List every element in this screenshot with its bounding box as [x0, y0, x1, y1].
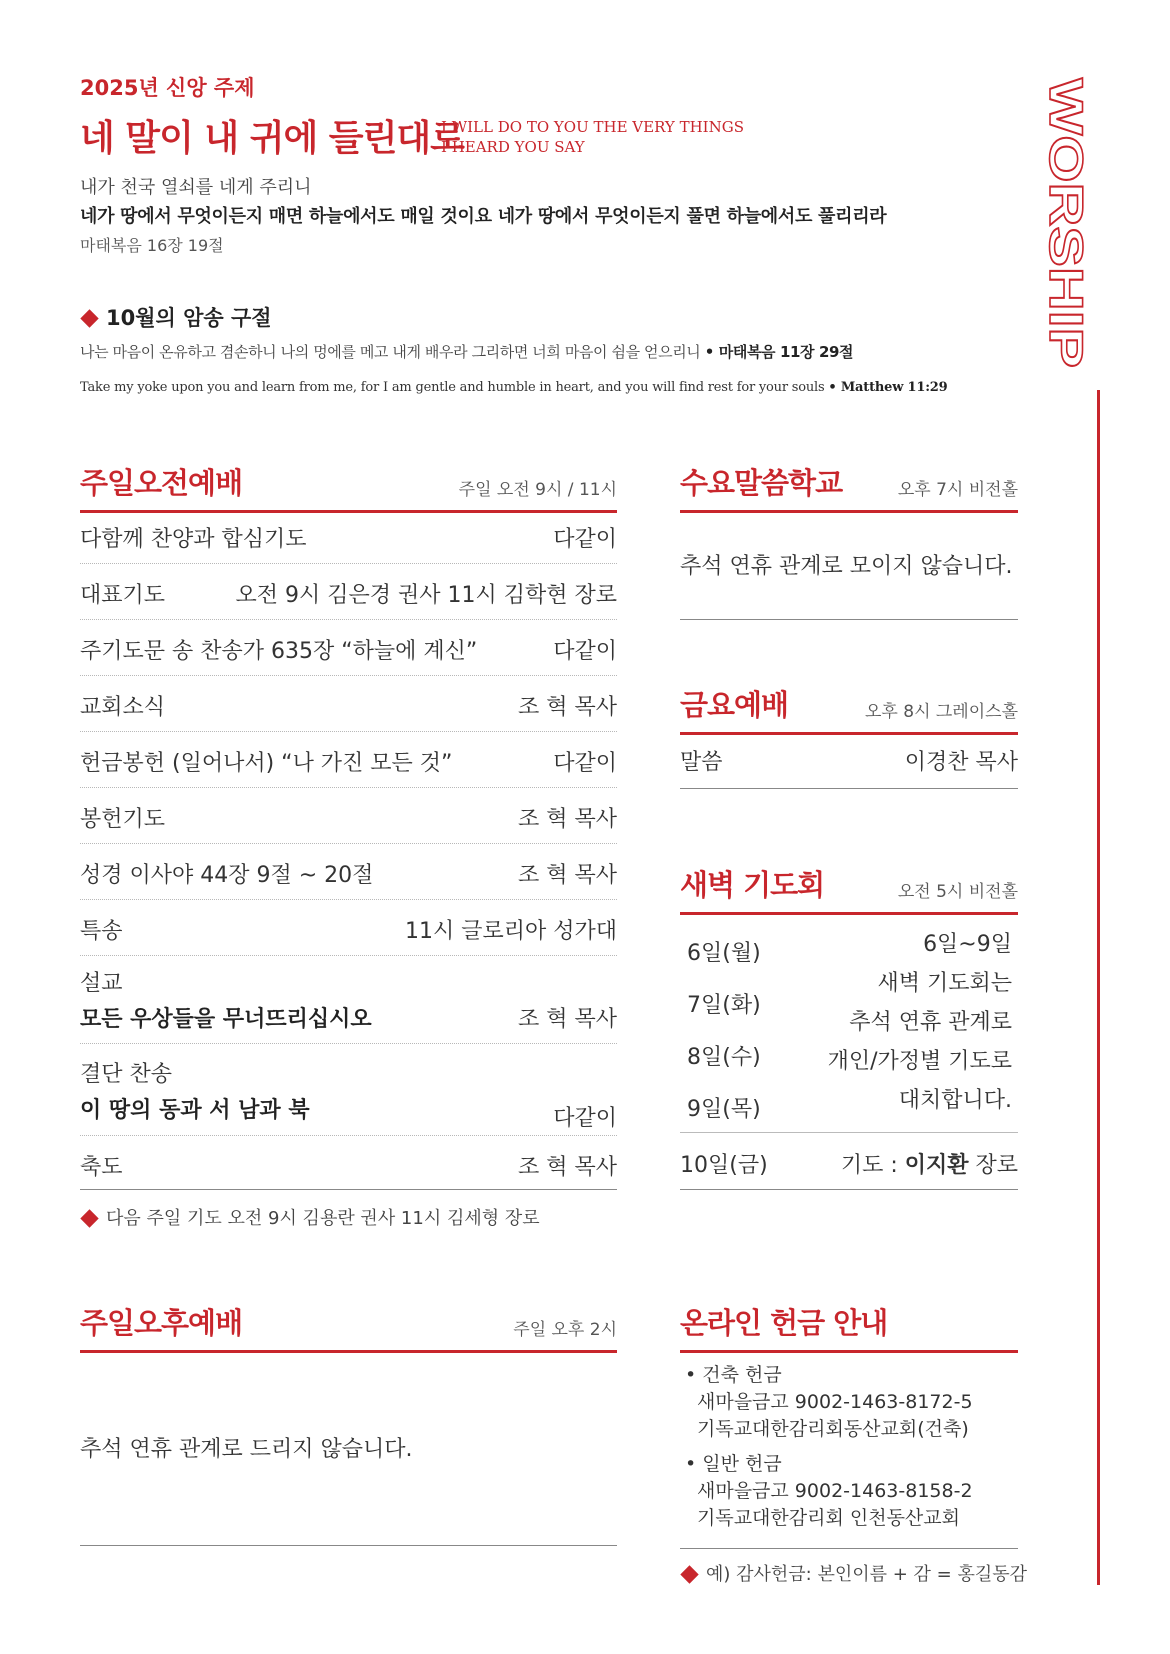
dawn-day: 6일(월)	[687, 941, 761, 966]
sunday-morning-time: 주일 오전 9시 / 11시	[458, 480, 617, 500]
order-row	[80, 793, 617, 844]
online-giving-header	[680, 1295, 1018, 1353]
dawn-prayer-time: 오전 5시 비전홀	[897, 882, 1018, 902]
dawn-notice	[780, 925, 1012, 1120]
order-item: 성경 이사야 44장 9절 ~ 20절	[80, 863, 374, 888]
wednesday-notice: 추석 연휴 관계로 모이지 않습니다.	[680, 554, 1013, 579]
order-item: 결단 찬송	[80, 1062, 173, 1087]
worship-side-text: WORSHIP	[1040, 78, 1093, 303]
theme-english-line-2: I HEARD YOU SAY	[441, 138, 585, 156]
side-divider-line	[1097, 390, 1100, 1585]
memory-heading-text: 10월의 암송 구절	[106, 306, 272, 330]
dawn-day: 7일(화)	[687, 993, 761, 1018]
sunday-afternoon-title: 주일오후예배	[80, 1306, 243, 1340]
memory-korean-reference: • 마태복음 11장 29절	[704, 343, 854, 361]
wednesday-time: 오후 7시 비전홀	[897, 480, 1018, 500]
order-row	[80, 737, 617, 788]
sunday-afternoon-header	[80, 1295, 617, 1353]
dawn-notice-line: 6일~9일	[923, 932, 1012, 957]
offering-name-example	[680, 1560, 1027, 1586]
friday-header	[680, 677, 1018, 735]
friday-time: 오후 8시 그레이스홀	[865, 702, 1018, 722]
next-week-prayer-note	[80, 1204, 540, 1230]
wednesday-header	[680, 455, 1018, 513]
dawn-notice-line: 개인/가정별 기도로	[827, 1049, 1012, 1074]
order-row-sermon	[80, 961, 617, 1044]
order-leader: 다같이	[553, 751, 617, 776]
general-offering-info	[685, 1451, 973, 1532]
general-offering-account: 새마을금고 9002-1463-8158-2	[697, 1480, 973, 1502]
order-item: 축도	[80, 1155, 123, 1180]
friday-divider	[680, 788, 1018, 789]
theme-verse-line-2: 네가 땅에서 무엇이든지 매면 하늘에서도 매일 것이요 네가 땅에서 무엇이든지 풀면 하늘에서도 풀리리라	[80, 206, 887, 227]
order-row	[80, 569, 617, 620]
theme-english-line-1: I WILL DO TO YOU THE VERY THINGS	[441, 118, 744, 136]
order-row	[80, 513, 617, 564]
year-theme-label: 2025년 신앙 주제	[80, 76, 255, 100]
dawn-last-day: 10일(금)	[680, 1153, 768, 1178]
next-week-note-text: 다음 주일 기도 오전 9시 김용란 권사 11시 김세형 장로	[106, 1208, 540, 1229]
order-leader: 조 혁 목사	[518, 1007, 617, 1032]
sunday-afternoon-time: 주일 오후 2시	[513, 1320, 617, 1340]
order-item: 봉헌기도	[80, 807, 166, 832]
worship-side-label	[1040, 78, 1093, 378]
order-row	[80, 1141, 617, 1190]
memory-english-text: Take my yoke upon you and learn from me, for I am gentle and humble in heart, and you will find rest for your souls	[80, 380, 825, 395]
offering-example-text: 예) 감사헌금: 본인이름 + 감 = 홍길동감	[706, 1564, 1028, 1585]
order-row	[80, 681, 617, 732]
dawn-last-prefix: 기도 :	[840, 1153, 905, 1178]
memory-korean-text: 나는 마음이 온유하고 겸손하니 나의 멍에를 메고 내게 배우라 그리하면 너희 마음이 쉼을 얻으리니	[80, 343, 701, 361]
order-leader: 다같이	[553, 527, 617, 552]
order-leader: 다같이	[553, 1106, 617, 1131]
wednesday-divider	[680, 619, 1018, 620]
dawn-last-suffix: 장로	[968, 1153, 1018, 1178]
order-leader: 조 혁 목사	[518, 807, 617, 832]
order-row	[80, 849, 617, 900]
hymn-title: 이 땅의 동과 서 남과 북	[80, 1098, 310, 1123]
order-item: 교회소식	[80, 695, 166, 720]
order-leader: 다같이	[553, 639, 617, 664]
theme-verse-reference: 마태복음 16장 19절	[80, 236, 224, 255]
online-giving-divider	[680, 1548, 1018, 1549]
building-offering-label: • 건축 헌금	[685, 1364, 782, 1386]
order-leader: 오전 9시 김은경 권사 11시 김학현 장로	[235, 583, 617, 608]
order-item: 다함께 찬양과 합심기도	[80, 527, 307, 552]
order-leader: 조 혁 목사	[518, 863, 617, 888]
order-leader: 조 혁 목사	[518, 695, 617, 720]
dawn-notice-line: 대치합니다.	[898, 1088, 1012, 1113]
general-offering-label: • 일반 헌금	[685, 1453, 782, 1475]
memory-verse-english	[80, 380, 948, 395]
memory-english-reference: • Matthew 11:29	[828, 380, 948, 395]
dawn-notice-line: 추석 연휴 관계로	[849, 1010, 1012, 1035]
diamond-bullet-icon	[80, 309, 98, 327]
sunday-afternoon-divider	[80, 1545, 617, 1546]
dawn-divider	[680, 1189, 1018, 1190]
dawn-mid-divider	[680, 1132, 1018, 1133]
dawn-last-leader	[680, 1148, 1018, 1179]
wednesday-title: 수요말씀학교	[680, 466, 843, 500]
sermon-title: 모든 우상들을 무너뜨리십시오	[80, 1007, 372, 1032]
diamond-bullet-icon	[680, 1565, 698, 1583]
diamond-bullet-icon	[80, 1209, 98, 1227]
building-offering-info	[685, 1362, 973, 1443]
dawn-day: 9일(목)	[687, 1097, 761, 1122]
dawn-last-name: 이지환	[904, 1153, 969, 1178]
theme-verse-line-1: 내가 천국 열쇠를 네게 주리니	[80, 177, 312, 198]
general-offering-holder: 기독교대한감리회 인천동산교회	[697, 1507, 960, 1529]
friday-preacher: 이경찬 목사	[904, 750, 1018, 775]
order-row-hymn	[80, 1049, 617, 1136]
order-item: 대표기도	[80, 583, 166, 608]
sunday-afternoon-notice: 추석 연휴 관계로 드리지 않습니다.	[80, 1437, 413, 1462]
order-leader: 11시 글로리아 성가대	[405, 919, 617, 944]
building-offering-account: 새마을금고 9002-1463-8172-5	[697, 1391, 973, 1413]
sunday-morning-title: 주일오전예배	[80, 466, 243, 500]
sunday-morning-header	[80, 455, 617, 513]
theme-title: 네 말이 내 귀에 들린대로	[80, 118, 464, 159]
friday-item: 말씀	[680, 750, 723, 775]
order-item: 주기도문 송 찬송가 635장 “하늘에 계신”	[80, 639, 478, 664]
theme-title-english	[441, 117, 744, 157]
friday-title: 금요예배	[680, 688, 789, 722]
order-leader: 조 혁 목사	[518, 1155, 617, 1180]
online-giving-title: 온라인 헌금 안내	[680, 1306, 888, 1340]
order-item: 설교	[80, 971, 123, 996]
order-item: 특송	[80, 919, 123, 944]
order-row	[80, 905, 617, 956]
order-row	[80, 625, 617, 676]
memory-verse-korean	[80, 341, 853, 362]
dawn-day: 8일(수)	[687, 1045, 761, 1070]
building-offering-holder: 기독교대한감리회동산교회(건축)	[697, 1418, 969, 1440]
dawn-days-list	[687, 928, 761, 1136]
dawn-notice-line: 새벽 기도회는	[877, 971, 1012, 996]
dawn-prayer-header	[680, 857, 1018, 915]
order-item: 헌금봉헌 (일어나서) “나 가진 모든 것”	[80, 751, 453, 776]
memory-verse-heading	[80, 302, 272, 332]
dawn-prayer-title: 새벽 기도회	[680, 868, 825, 902]
